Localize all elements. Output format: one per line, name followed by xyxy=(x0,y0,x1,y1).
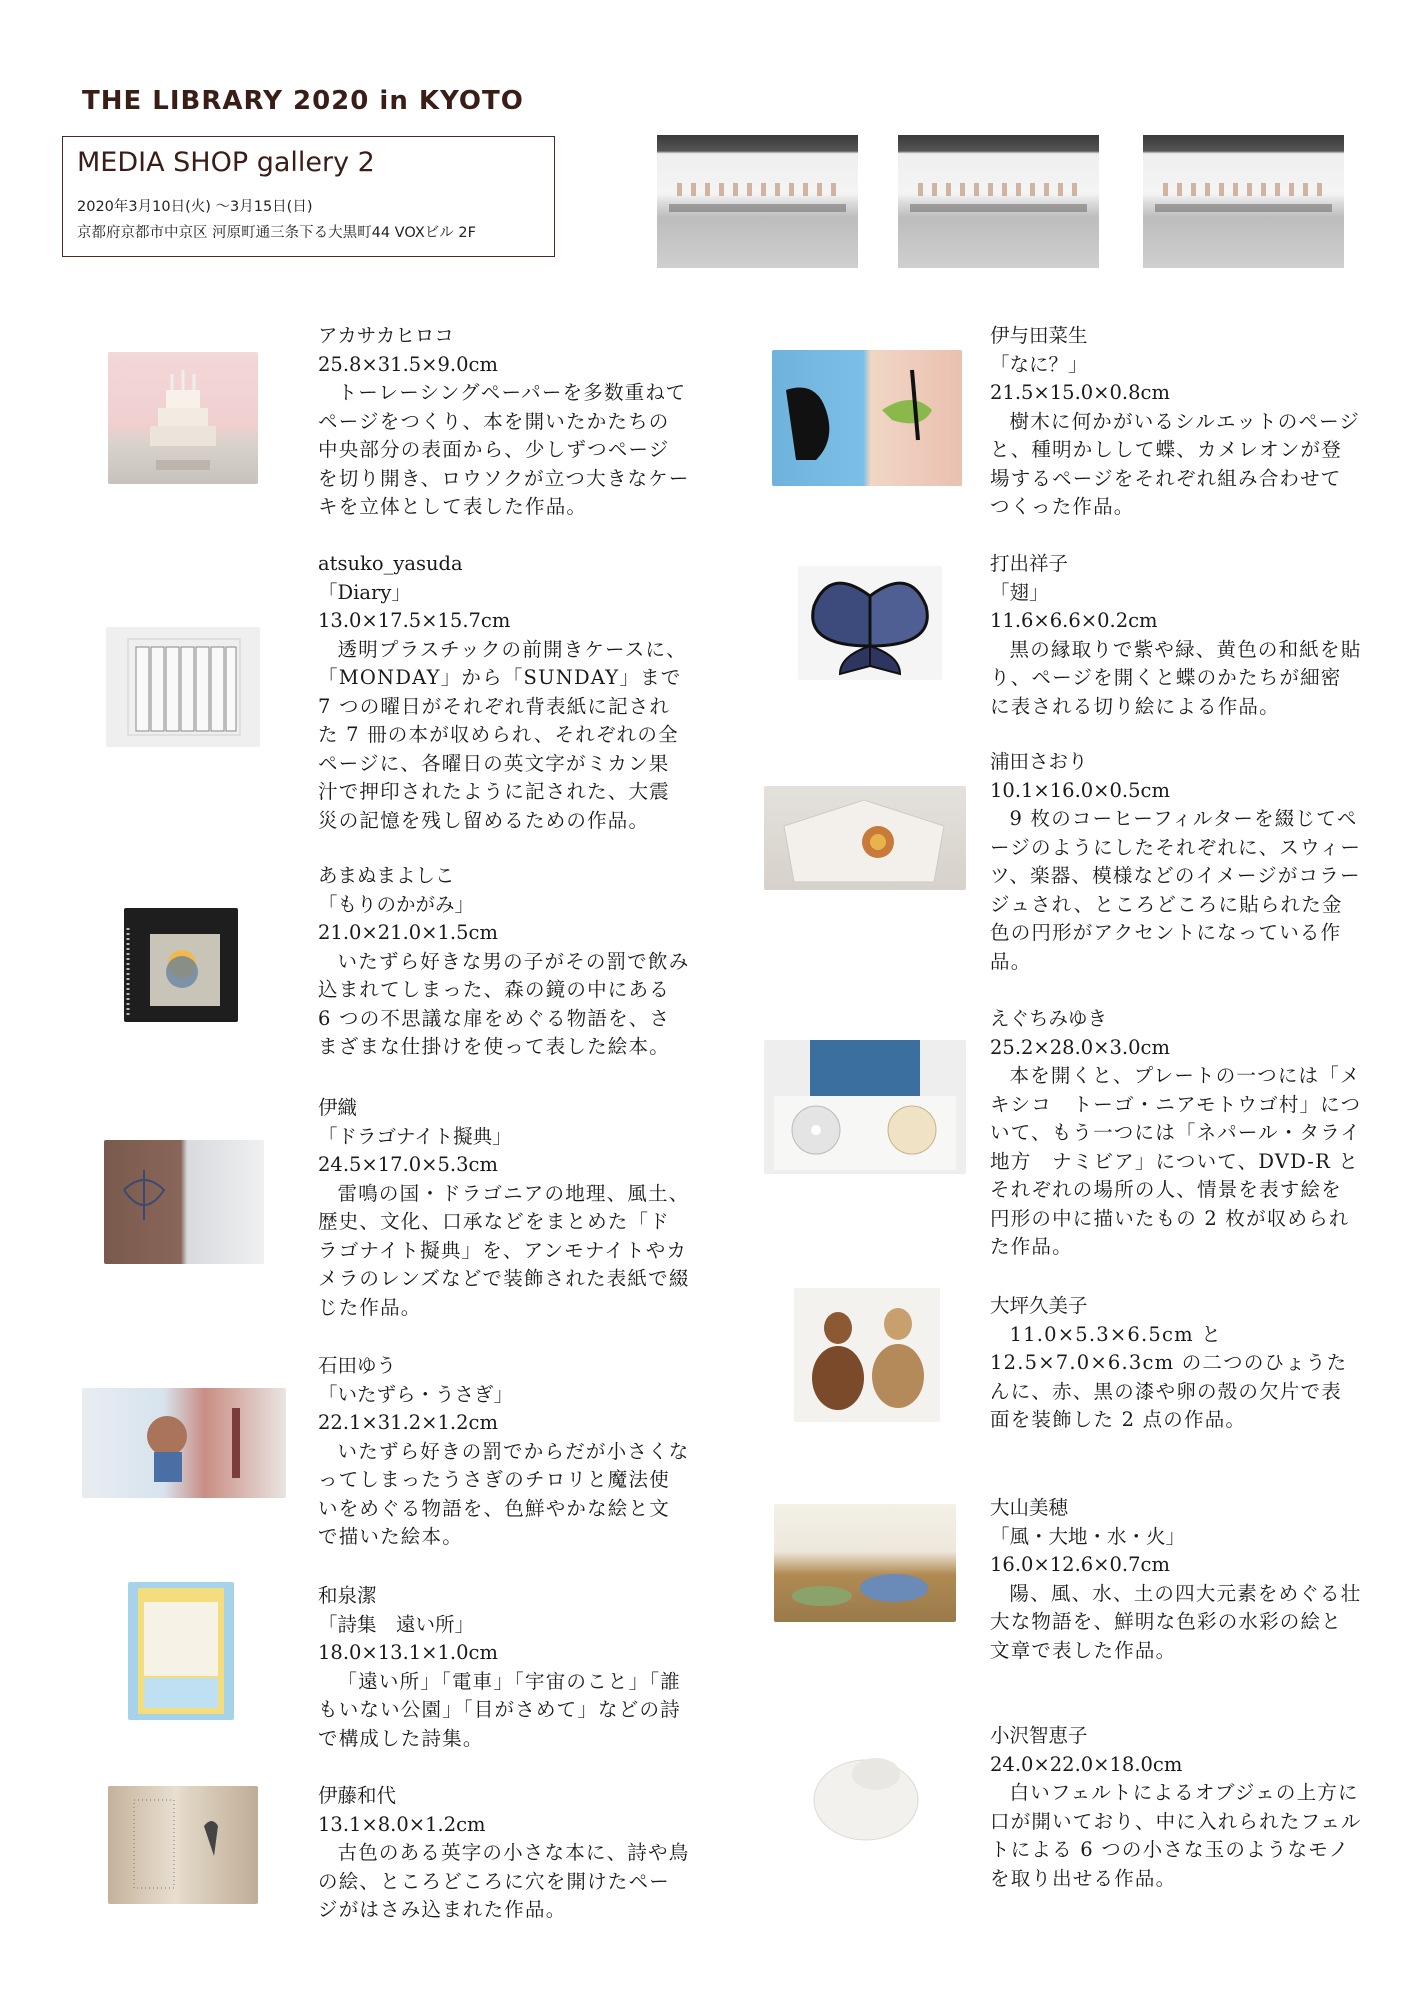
artist-name: 浦田さおり xyxy=(990,750,1088,773)
artwork-entry xyxy=(990,1722,1362,1893)
artist-name: 大坪久美子 xyxy=(990,1294,1088,1317)
artwork-title: 「翅」 xyxy=(990,580,1049,604)
cake-illustration xyxy=(108,352,258,484)
artwork-photo xyxy=(798,566,942,680)
artwork-photo xyxy=(772,350,962,486)
artwork-title: 「ドラゴナイト擬典」 xyxy=(318,1124,512,1148)
artwork-description: 古色のある英字の小さな本に、詩や鳥の絵、ところどころに穴を開けたページがはさみ込まれた作品。 xyxy=(318,1841,690,1921)
artist-name: 伊織 xyxy=(318,1096,358,1119)
venue-address: 京都府京都市中京区 河原町通三条下る大黒町44 VOXビル 2F xyxy=(77,225,476,241)
artwork-photo xyxy=(796,1734,934,1850)
artwork-size: 11.6×6.6×0.2cm xyxy=(990,609,1158,632)
artwork-photo xyxy=(82,1388,286,1498)
artist-name: atsuko_yasuda xyxy=(318,552,463,575)
artwork-entry xyxy=(990,1005,1362,1262)
artwork-description: いたずら好きの罰でからだが小さくなってしまったうさぎのチロリと魔法使いをめぐる物語を、色鮮やかな絵と文で描いた絵本。 xyxy=(318,1439,690,1548)
artwork-title: 「風・大地・水・火」 xyxy=(990,1524,1186,1548)
antique-book-illustration xyxy=(108,1786,258,1904)
mirror-book-illustration xyxy=(124,908,238,1022)
artwork-entry xyxy=(990,550,1362,721)
artwork-size: 13.1×8.0×1.2cm xyxy=(318,1812,486,1836)
artwork-size: 24.5×17.0×5.3cm xyxy=(318,1153,498,1176)
artwork-size: 24.0×22.0×18.0cm xyxy=(990,1752,1183,1776)
artwork-size: 13.0×17.5×15.7cm xyxy=(318,609,511,632)
artwork-title: 「なに？」 xyxy=(990,352,1088,376)
artwork-description: 黒の縁取りで紫や緑、黄色の和紙を貼り、ページを開くと蝶のかたちが細密に表される切り絵による作品。 xyxy=(990,637,1362,718)
artist-name: 伊藤和代 xyxy=(318,1784,397,1807)
artwork-photo xyxy=(794,1288,940,1422)
rabbit-picture-book-illustration xyxy=(82,1388,286,1498)
artwork-photo xyxy=(108,352,258,484)
artwork-size: 25.8×31.5×9.0cm xyxy=(318,352,498,376)
artwork-title: 「Diary」 xyxy=(318,580,411,604)
venue-box xyxy=(62,136,555,257)
artwork-description: 陽、風、水、土の四大元素をめぐる壮大な物語を、鮮明な色彩の水彩の絵と文章で表した作品。 xyxy=(990,1581,1362,1662)
artwork-description: いたずら好きな男の子がその罰で飲み込まれてしまった、森の鏡の中にある 6 つの不思議な扉をめぐる物語を、さまざまな仕掛けを使って表した絵本。 xyxy=(318,949,690,1058)
artwork-entry xyxy=(318,862,690,1062)
artwork-description: 雷鳴の国・ドラゴニアの地理、風土、歴史、文化、口承などをまとめた「ドラゴナイト擬典」を、アンモナイトやカメラのレンズなどで装飾された表紙で綴じた作品。 xyxy=(318,1181,690,1319)
artist-name: えぐちみゆき xyxy=(990,1007,1108,1030)
artwork-title: 「詩集 遠い所」 xyxy=(318,1612,475,1636)
artwork-description: トーレーシングペーパーを多数重ねてページをつくり、本を開いたかたちの中央部分の表面から、少しずつページを切り開き、ロウソクが立つ大きなケーキを立体として表した作品。 xyxy=(318,381,690,518)
artwork-size: 25.2×28.0×3.0cm xyxy=(990,1035,1170,1059)
artist-name: アカサカヒロコ xyxy=(318,324,454,347)
artwork-description: 「遠い所」「電車」「宇宙のこと」「誰もいない公園」「目がさめて」などの詩で構成した詩集。 xyxy=(318,1669,681,1750)
artwork-size: 21.5×15.0×0.8cm xyxy=(990,381,1170,404)
artwork-entry xyxy=(990,748,1362,976)
artwork-size: 10.1×16.0×0.5cm xyxy=(990,778,1170,802)
dragon-book-illustration xyxy=(104,1140,264,1264)
exhibition-dates: 2020年3月10日(火) ～3月15日(日) xyxy=(77,199,313,215)
artist-name: あまぬまよしこ xyxy=(318,864,455,887)
artwork-entry xyxy=(318,1094,690,1322)
artwork-entry xyxy=(318,322,690,522)
artwork-photo xyxy=(106,627,260,747)
artwork-size: 21.0×21.0×1.5cm xyxy=(318,921,498,944)
poetry-book-illustration xyxy=(128,1582,234,1720)
artwork-photo xyxy=(124,908,238,1022)
artwork-description: 本を開くと、プレートの一つには「メキシコ トーゴ・ニアモトウゴ村」について、もう一つには「ネパール・タライ地方 ナミビア」について、DVD-R とそれぞれの場所の人、情景を表す絵を円形の中に描いたもの 2 枚が収められた作品。 xyxy=(990,1064,1362,1258)
artwork-photo xyxy=(774,1504,956,1622)
watercolor-book-illustration xyxy=(774,1504,956,1622)
gallery-photo xyxy=(657,135,858,268)
artwork-photo xyxy=(128,1582,234,1720)
gourd-illustration xyxy=(794,1288,940,1422)
diary-books-illustration xyxy=(106,627,260,747)
artwork-photo xyxy=(764,786,966,890)
butterfly-cutout-illustration xyxy=(798,566,942,680)
artwork-size: 16.0×12.6×0.7cm xyxy=(990,1553,1170,1576)
page-title: THE LIBRARY 2020 in KYOTO xyxy=(82,86,524,116)
artwork-entry xyxy=(990,1494,1362,1665)
artwork-entry xyxy=(318,1582,690,1753)
artwork-entry xyxy=(990,1292,1362,1435)
artwork-size: 18.0×13.1×1.0cm xyxy=(318,1641,498,1664)
artwork-title: 「もりのかがみ」 xyxy=(318,892,475,916)
artist-name: 伊与田菜生 xyxy=(990,324,1088,347)
venue-name: MEDIA SHOP gallery 2 xyxy=(77,147,375,178)
felt-object-illustration xyxy=(796,1734,934,1850)
artwork-photo xyxy=(108,1786,258,1904)
artwork-photo xyxy=(104,1140,264,1264)
artist-name: 小沢智恵子 xyxy=(990,1724,1088,1747)
artwork-description: 透明プラスチックの前開きケースに、「MONDAY」から「SUNDAY」まで 7 つの曜日がそれぞれ背表紙に記された 7 冊の本が収められ、それぞれの全ページに、各曜日の英文字がミカン果汁で押印されたように記された、大震災の記憶を残し留めるための作品。 xyxy=(318,637,687,832)
artist-name: 大山美穂 xyxy=(990,1496,1069,1519)
artist-name: 打出祥子 xyxy=(990,552,1069,575)
artist-name: 和泉潔 xyxy=(318,1584,377,1607)
artwork-entry xyxy=(318,1352,690,1552)
silhouette-book-illustration xyxy=(772,350,962,486)
coffee-filter-book-illustration xyxy=(764,786,966,890)
artwork-description: 白いフェルトによるオブジェの上方に口が開いており、中に入れられたフェルトによる 6 つの小さな玉のようなモノを取り出せる作品。 xyxy=(990,1781,1362,1890)
dvd-plate-book-illustration xyxy=(764,1040,966,1174)
artwork-entry xyxy=(990,322,1362,522)
gallery-photo xyxy=(898,135,1099,268)
artwork-description: 樹木に何かがいるシルエットのページと、種明かしして蝶、カメレオンが登場するページをそれぞれ組み合わせてつくった作品。 xyxy=(990,409,1361,518)
artwork-title: 「いたずら・うさぎ」 xyxy=(318,1382,514,1406)
gallery-photo xyxy=(1143,135,1344,268)
artwork-description: 11.0×5.3×6.5cm と 12.5×7.0×6.3cm の二つのひょうたんに、赤、黒の漆や卵の殻の欠片で表面を装飾した 2 点の作品。 xyxy=(990,1322,1348,1431)
artist-name: 石田ゆう xyxy=(318,1354,397,1377)
artwork-entry xyxy=(318,550,690,835)
artwork-entry xyxy=(318,1782,690,1925)
artwork-photo xyxy=(764,1040,966,1174)
artwork-description: 9 枚のコーヒーフィルターを綴じてページのようにしたそれぞれに、スウィーツ、楽器、模様などのイメージがコラージュされ、ところどころに貼られた金色の円形がアクセントになっている作品。 xyxy=(990,807,1362,973)
artwork-size: 22.1×31.2×1.2cm xyxy=(318,1411,498,1434)
